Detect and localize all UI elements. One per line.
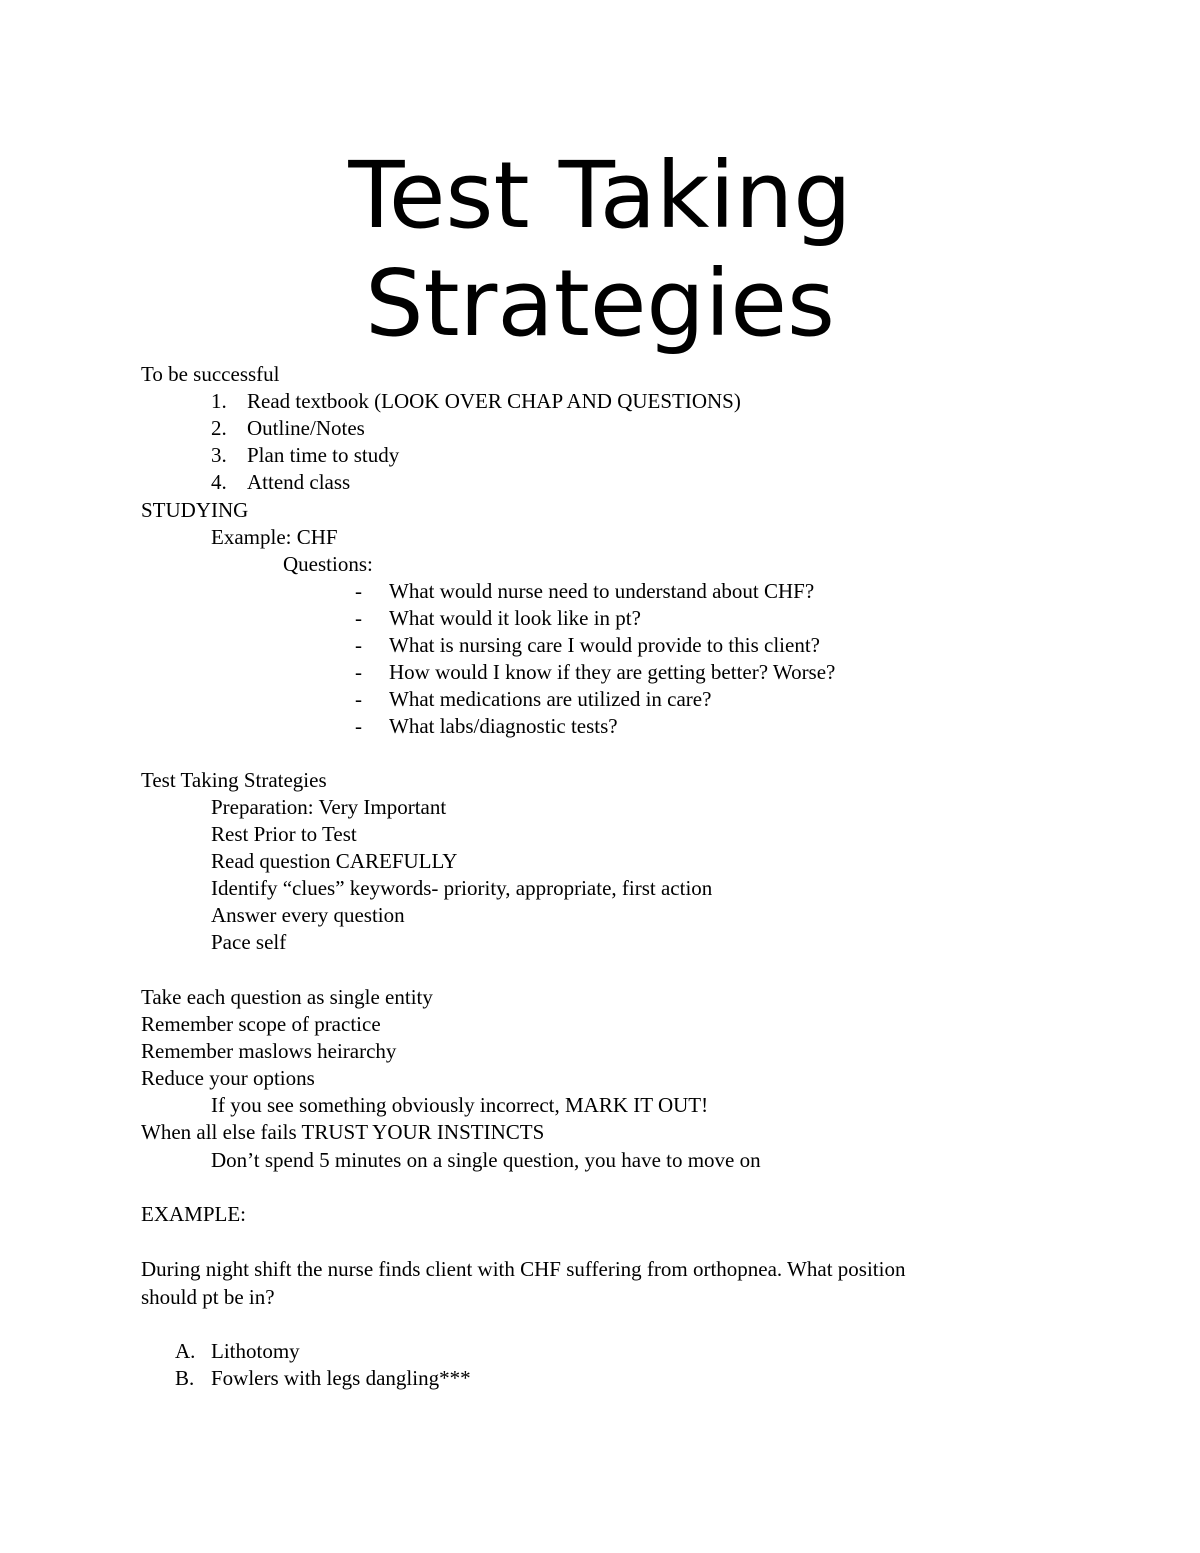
- questions-label: Questions:: [283, 552, 373, 576]
- tip-line: Remember scope of practice: [141, 1012, 381, 1036]
- list-item: Pace self: [211, 930, 287, 954]
- list-number: 3.: [211, 443, 227, 467]
- bullet-dash: -: [355, 714, 362, 738]
- example-question-line-1: During night shift the nurse finds client with CHF suffering from orthopnea. What position: [141, 1257, 906, 1281]
- list-item: Identify “clues” keywords- priority, appropriate, first action: [211, 876, 713, 900]
- list-item: Attend class: [247, 470, 351, 494]
- list-item: Answer every question: [211, 903, 405, 927]
- list-item: What would nurse need to understand about CHF?: [389, 579, 815, 603]
- section-heading-studying: STUDYING: [141, 498, 249, 522]
- section-heading-example: EXAMPLE:: [141, 1202, 246, 1226]
- bullet-dash: -: [355, 633, 362, 657]
- list-number: 1.: [211, 389, 227, 413]
- option-letter: A.: [175, 1339, 196, 1363]
- section-heading-strategies: Test Taking Strategies: [141, 768, 327, 792]
- example-question-line-2: should pt be in?: [141, 1285, 275, 1309]
- list-number: 4.: [211, 470, 227, 494]
- bullet-dash: -: [355, 606, 362, 630]
- tip-subline: If you see something obviously incorrect, MARK IT OUT!: [211, 1093, 709, 1117]
- tip-subline: Don’t spend 5 minutes on a single question, you have to move on: [211, 1148, 761, 1172]
- list-item: What would it look like in pt?: [389, 606, 641, 630]
- list-item: Preparation: Very Important: [211, 795, 447, 819]
- list-number: 2.: [211, 416, 227, 440]
- bullet-dash: -: [355, 660, 362, 684]
- option-letter: B.: [175, 1366, 195, 1390]
- section-heading-success: To be successful: [141, 362, 280, 386]
- title-line-1: Test Taking: [348, 142, 852, 249]
- tip-line: Take each question as single entity: [141, 985, 433, 1009]
- tip-line: When all else fails TRUST YOUR INSTINCTS: [141, 1120, 545, 1144]
- list-item: Read question CAREFULLY: [211, 849, 458, 873]
- option-text: Lithotomy: [211, 1339, 300, 1363]
- list-item: Read textbook (LOOK OVER CHAP AND QUESTIONS): [247, 389, 741, 413]
- bullet-dash: -: [355, 579, 362, 603]
- tip-line: Reduce your options: [141, 1066, 315, 1090]
- list-item: Plan time to study: [247, 443, 400, 467]
- list-item: Outline/Notes: [247, 416, 365, 440]
- bullet-dash: -: [355, 687, 362, 711]
- title-line-2: Strategies: [365, 250, 835, 357]
- option-text: Fowlers with legs dangling***: [211, 1366, 471, 1390]
- tip-line: Remember maslows heirarchy: [141, 1039, 397, 1063]
- list-item: What labs/diagnostic tests?: [389, 714, 618, 738]
- list-item: What medications are utilized in care?: [389, 687, 712, 711]
- list-item: Rest Prior to Test: [211, 822, 357, 846]
- example-label: Example: CHF: [211, 525, 338, 549]
- list-item: How would I know if they are getting better? Worse?: [389, 660, 836, 684]
- list-item: What is nursing care I would provide to this client?: [389, 633, 820, 657]
